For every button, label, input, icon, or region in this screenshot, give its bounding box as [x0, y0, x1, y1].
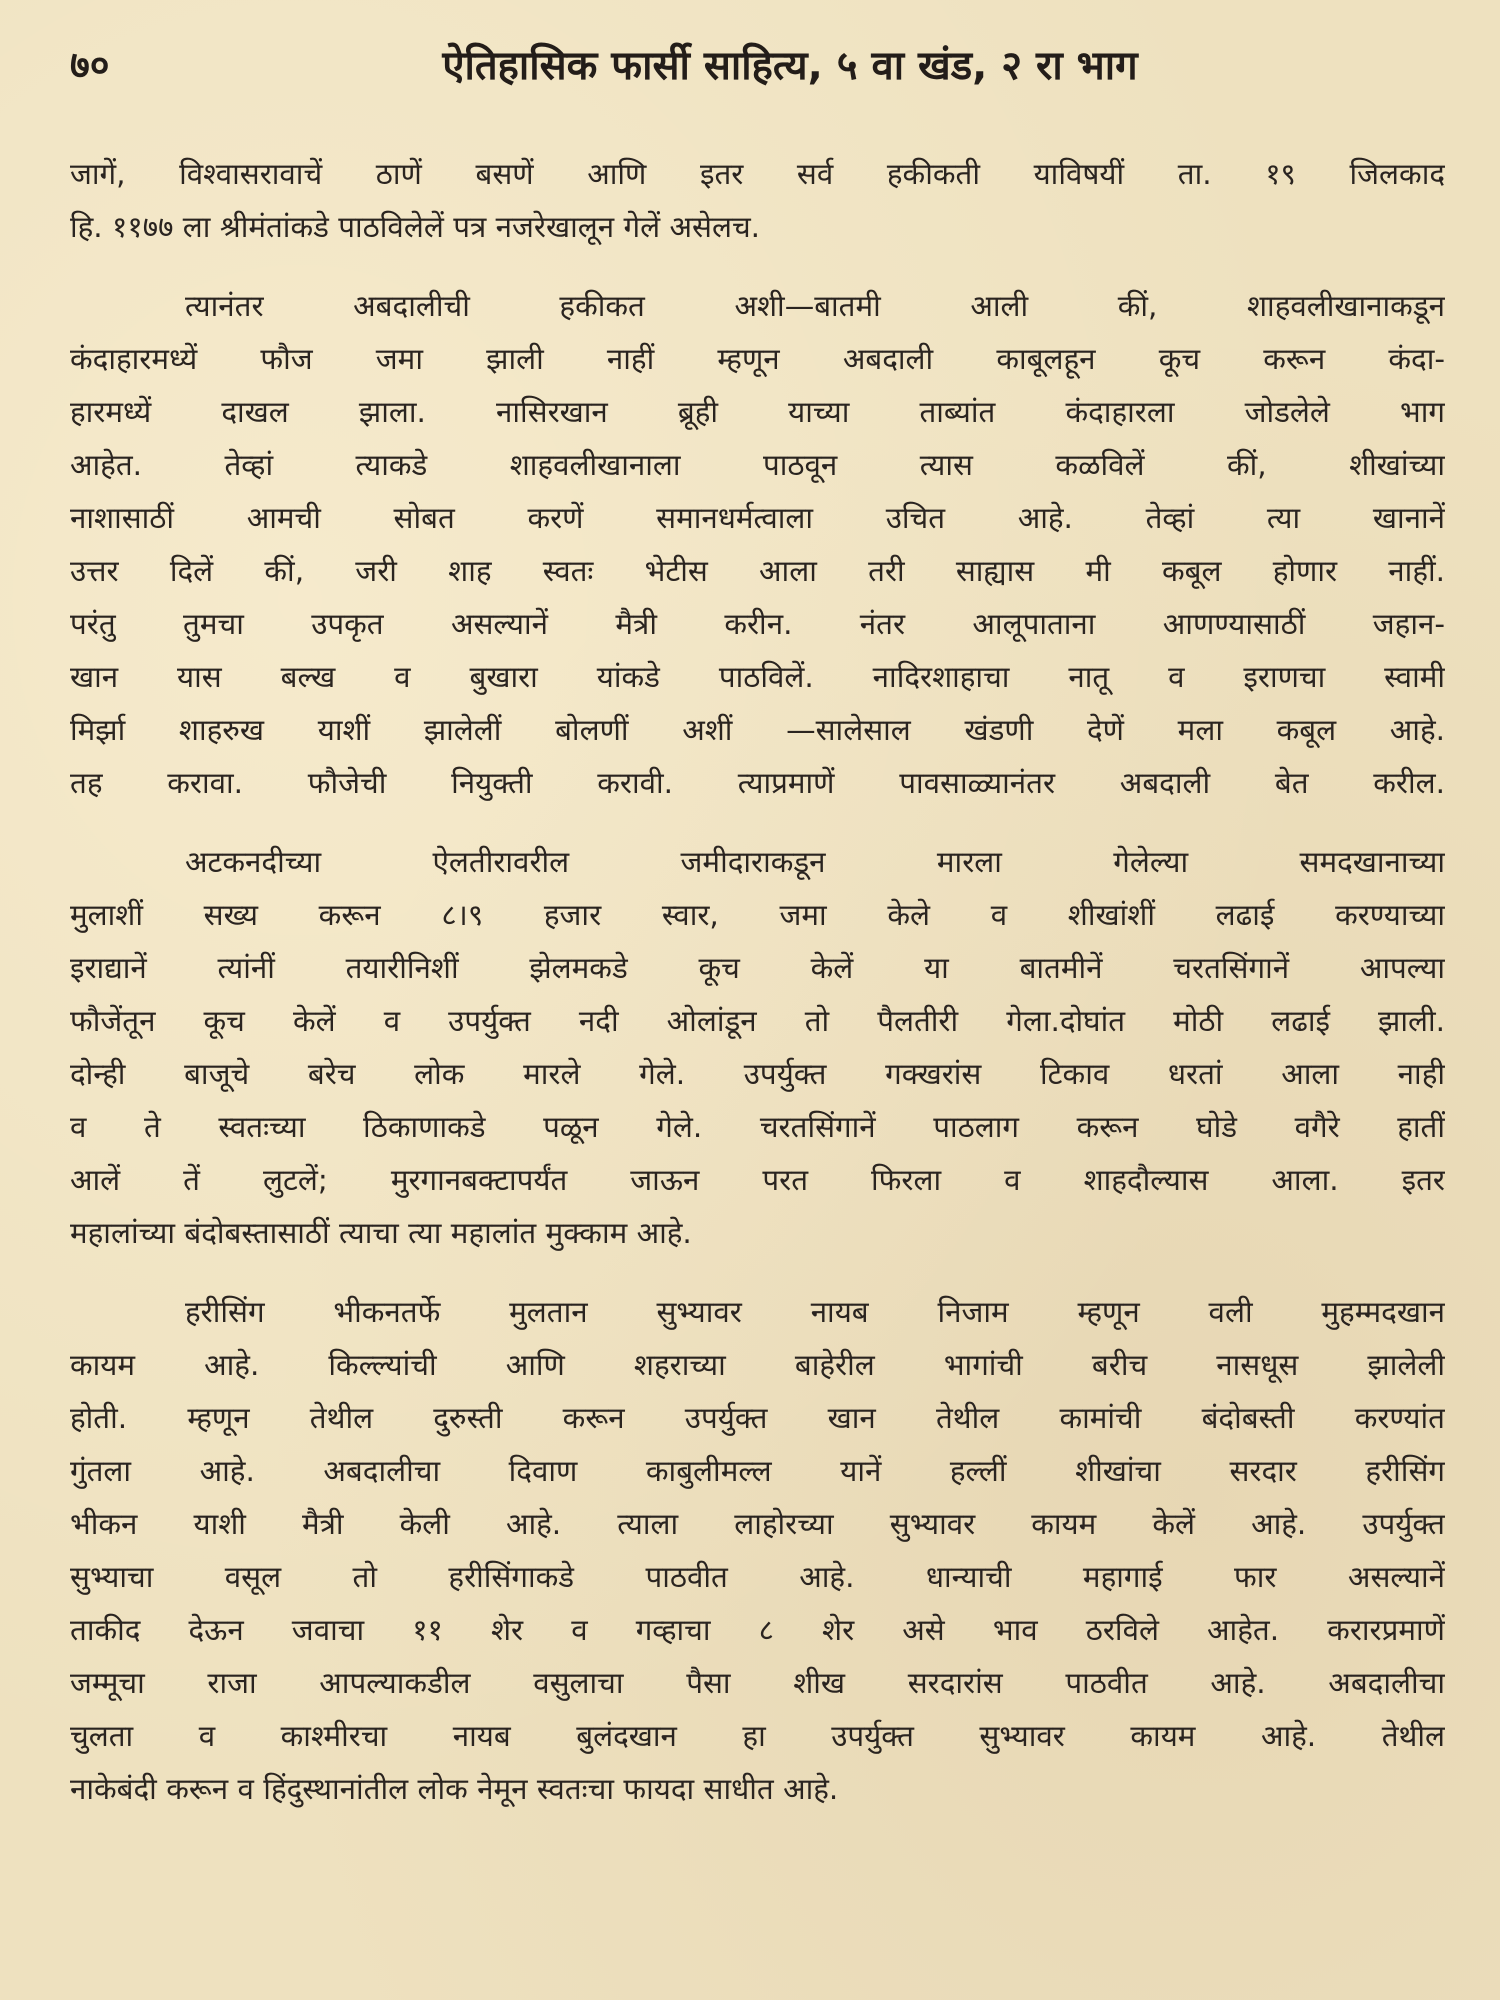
text-line: महालांच्या बंदोबस्तासाठीं त्याचा त्या महालांत मुक्काम आहे. — [70, 1216, 692, 1250]
text-line: कंदाहारमध्यें फौज जमा झाली नाहीं म्हणून अबदाली काबूलहून कूच करून कंदा- — [70, 342, 1445, 376]
text-line: नाशासाठीं आमची सोबत करणें समानधर्मत्वाला उचित आहे. तेव्हां त्या खानानें — [70, 501, 1445, 535]
text-line: भीकन याशी मैत्री केली आहे. त्याला लाहोरच्या सुभ्यावर कायम केलें आहे. उपर्युक्त — [70, 1507, 1445, 1541]
text-line: परंतु तुमचा उपकृत असल्यानें मैत्री करीन. नंतर आलूपाताना आणण्यासाठीं जहान- — [70, 607, 1445, 641]
text-line: मुलाशीं सख्य करून ८।९ हजार स्वार, जमा केले व शीखांशीं लढाई करण्याच्या — [70, 898, 1445, 932]
text-line: इराद्यानें त्यांनीं तयारीनिशीं झेलमकडे कूच केलें या बातमीनें चरतसिंगानें आपल्या — [70, 951, 1445, 985]
text-line: कायम आहे. किल्ल्यांची आणि शहराच्या बाहेरील भागांची बरीच नासधूस झालेली — [70, 1348, 1445, 1382]
text-line: फौजेंतून कूच केलें व उपर्युक्त नदी ओलांडून तो पैलतीरी गेला.दोघांत मोठी लढाई झाली. — [70, 1004, 1445, 1038]
text-line: नाकेबंदी करून व हिंदुस्थानांतील लोक नेमून स्वतःचा फायदा साधीत आहे. — [70, 1772, 839, 1806]
text-line: सुभ्याचा वसूल तो हरीसिंगाकडे पाठवीत आहे. धान्याची महागाई फार असल्यानें — [70, 1560, 1445, 1594]
text-line: उत्तर दिलें कीं, जरी शाह स्वतः भेटीस आला तरी साह्यास मी कबूल होणार नाहीं. — [70, 554, 1445, 588]
text-line: आलें तें लुटलें; मुरगानबक्टापर्यंत जाऊन परत फिरला व शाहदौल्यास आला. इतर — [70, 1163, 1445, 1197]
text-line: हि. ११७७ ला श्रीमंतांकडे पाठविलेलें पत्र नजरेखालून गेलें असेलच. — [70, 210, 761, 244]
text-line: व ते स्वतःच्या ठिकाणाकडे पळून गेले. चरतसिंगानें पाठलाग करून घोडे वगैरे हातीं — [70, 1110, 1445, 1144]
text-line: आहेत. तेव्हां त्याकडे शाहवलीखानाला पाठवून त्यास कळविलें कीं, शीखांच्या — [70, 448, 1445, 482]
text-line: त्यानंतर अबदालीची हकीकत अशी—बातमी आली कीं, शाहवलीखानाकडून — [185, 289, 1445, 323]
text-line: जागें, विश्वासरावाचें ठाणें बसणें आणि इतर सर्व हकीकती याविषयीं ता. १९ जिलकाद — [70, 157, 1445, 191]
page-number: ७० — [70, 43, 110, 87]
text-line: मिर्झा शाहरुख याशीं झालेलीं बोलणीं अशीं —सालेसाल खंडणी देणें मला कबूल आहे. — [70, 713, 1445, 747]
text-line: दोन्ही बाजूचे बरेच लोक मारले गेले. उपर्युक्त गक्खरांस टिकाव धरतां आला नाही — [70, 1057, 1445, 1091]
paragraph-1 — [70, 148, 1445, 254]
text-line: गुंतला आहे. अबदालीचा दिवाण काबुलीमल्ल यानें हल्लीं शीखांचा सरदार हरीसिंग — [70, 1454, 1445, 1488]
text-line: होती. म्हणून तेथील दुरुस्ती करून उपर्युक्त खान तेथील कामांची बंदोबस्ती करण्यांत — [70, 1401, 1445, 1435]
body-text — [70, 148, 1445, 1816]
paragraph-2 — [70, 280, 1445, 810]
running-title: ऐतिहासिक फार्सी साहित्य, ५ वा खंड, २ रा भाग — [442, 43, 1138, 89]
text-line: ताकीद देऊन जवाचा ११ शेर व गव्हाचा ८ शेर असे भाव ठरविले आहेत. करारप्रमाणें — [70, 1613, 1445, 1647]
text-line: हरीसिंग भीकनतर्फे मुलतान सुभ्यावर नायब निजाम म्हणून वली मुहम्मदखान — [185, 1295, 1445, 1329]
page-header — [70, 30, 1450, 100]
text-line: खान यास बल्ख व बुखारा यांकडे पाठविलें. नादिरशाहाचा नातू व इराणचा स्वामी — [70, 660, 1445, 694]
text-line: तह करावा. फौजेची नियुक्ती करावी. त्याप्रमाणें पावसाळ्यानंतर अबदाली बेत करील. — [70, 766, 1445, 800]
text-line: अटकनदीच्या ऐलतीरावरील जमीदाराकडून मारला गेलेल्या समदखानाच्या — [185, 845, 1445, 879]
paragraph-4 — [70, 1286, 1445, 1816]
text-line: हारमध्यें दाखल झाला. नासिरखान ब्रूही याच्या ताब्यांत कंदाहारला जोडलेले भाग — [70, 395, 1445, 429]
text-line: चुलता व काश्मीरचा नायब बुलंदखान हा उपर्युक्त सुभ्यावर कायम आहे. तेथील — [70, 1719, 1445, 1753]
paragraph-3 — [70, 836, 1445, 1260]
text-line: जम्मूचा राजा आपल्याकडील वसुलाचा पैसा शीख सरदारांस पाठवीत आहे. अबदालीचा — [70, 1666, 1445, 1700]
